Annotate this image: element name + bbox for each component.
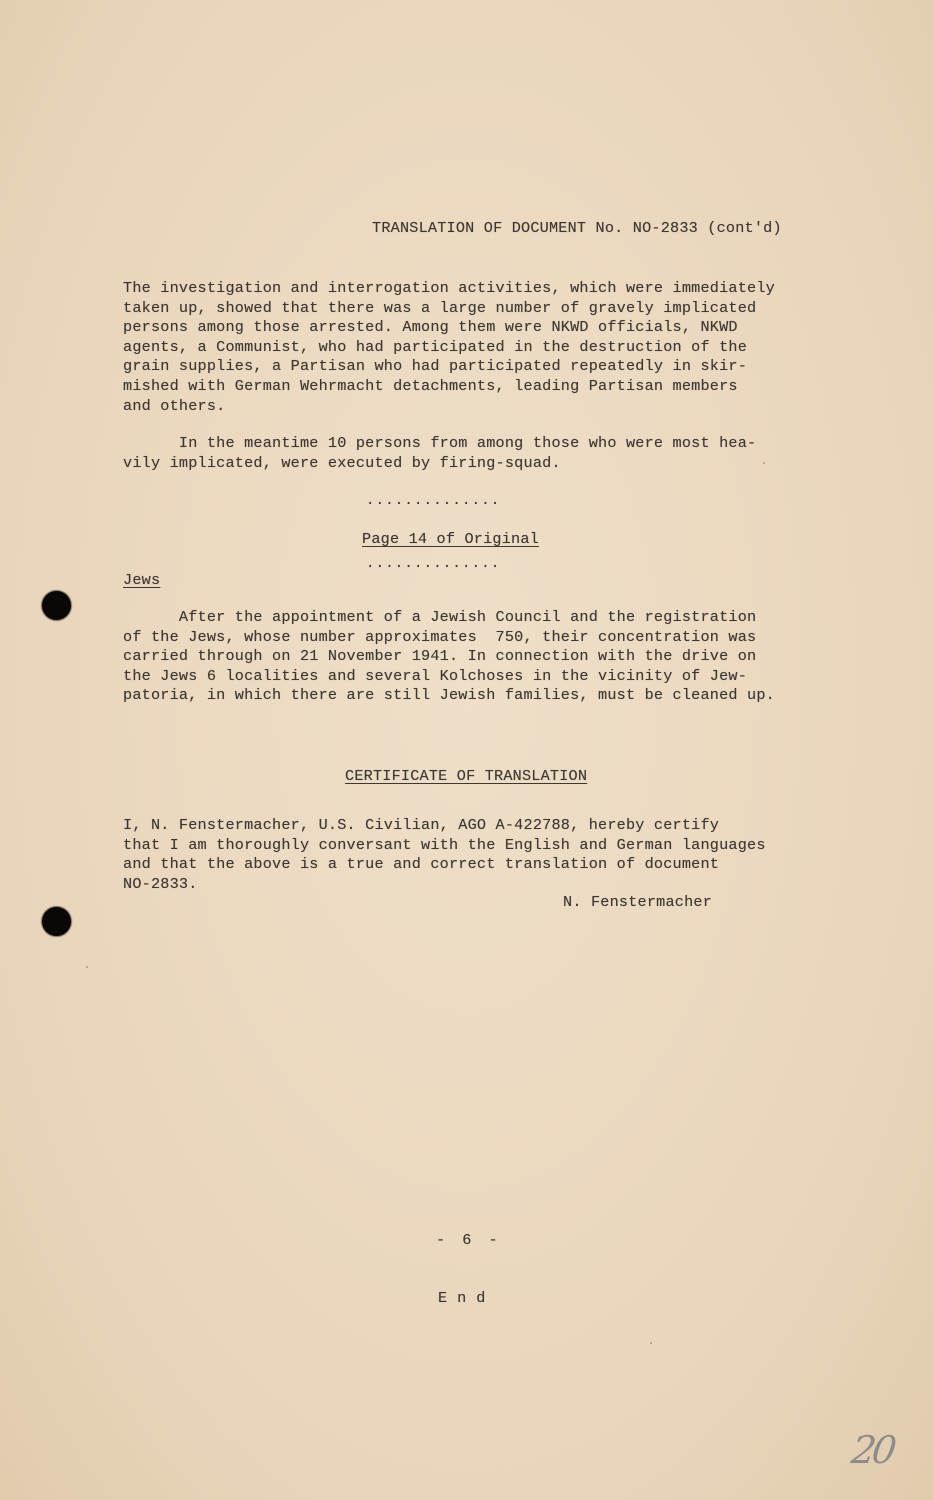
certificate-body	[123, 816, 766, 894]
text-line: persons among those arrested. Among them were NKWD officials, NKWD	[123, 318, 738, 337]
punch-hole-bottom	[42, 907, 71, 936]
text-line: carried through on 21 November 1941. In connection with the drive on	[123, 647, 757, 666]
text-line: that I am thoroughly conversant with the English and German languages	[123, 835, 766, 854]
text-line: The investigation and interrogation activities, which were immediately	[123, 279, 775, 297]
text-line: and others.	[123, 396, 226, 415]
paper-speck	[763, 462, 765, 464]
dotted-separator-top: ..............	[366, 493, 501, 509]
paragraph-investigation	[123, 279, 775, 416]
text-line: of the Jews, whose number approximates 750, their concentration was	[123, 627, 757, 646]
text-line: In the meantime 10 persons from among those who were most hea-	[123, 434, 757, 452]
end-marker: End	[438, 1289, 496, 1307]
text-line: grain supplies, a Partisan who had participated repeatedly in skir-	[123, 357, 748, 376]
document-header: TRANSLATION OF DOCUMENT No. NO-2833 (cont'd)	[372, 219, 782, 237]
text-line: taken up, showed that there was a large number of gravely implicated	[123, 298, 757, 317]
text-line: I, N. Fenstermacher, U.S. Civilian, AGO A-422788, hereby certify	[123, 816, 720, 834]
text-line: agents, a Communist, who had participated in the destruction of the	[123, 337, 748, 356]
text-line: vily implicated, were executed by firing-squad.	[123, 453, 561, 472]
text-line: mished with German Wehrmacht detachments, leading Partisan members	[123, 376, 738, 395]
text-line: NO-2833.	[123, 874, 198, 893]
text-line: the Jews 6 localities and several Kolchoses in the vicinity of Jew-	[123, 666, 748, 685]
paragraph-executions	[123, 434, 756, 473]
section-heading: Jews	[123, 571, 161, 589]
paper-speck	[86, 966, 88, 968]
paragraph-jews	[123, 608, 775, 706]
text-line: patoria, in which there are still Jewish families, must be cleaned up.	[123, 686, 775, 705]
handwritten-folio-number: 20	[848, 1428, 896, 1472]
punch-hole-top	[42, 591, 71, 620]
page-number: - 6 -	[436, 1231, 502, 1249]
text-line: and that the above is a true and correct translation of document	[123, 855, 720, 874]
translator-signature: N. Fenstermacher	[563, 893, 713, 911]
text-line: After the appointment of a Jewish Council and the registration	[123, 608, 757, 626]
dotted-separator-bottom: ..............	[366, 556, 501, 572]
paper-speck	[650, 1342, 652, 1344]
certificate-title: CERTIFICATE OF TRANSLATION	[345, 767, 588, 785]
page-reference: Page 14 of Original	[362, 530, 539, 548]
